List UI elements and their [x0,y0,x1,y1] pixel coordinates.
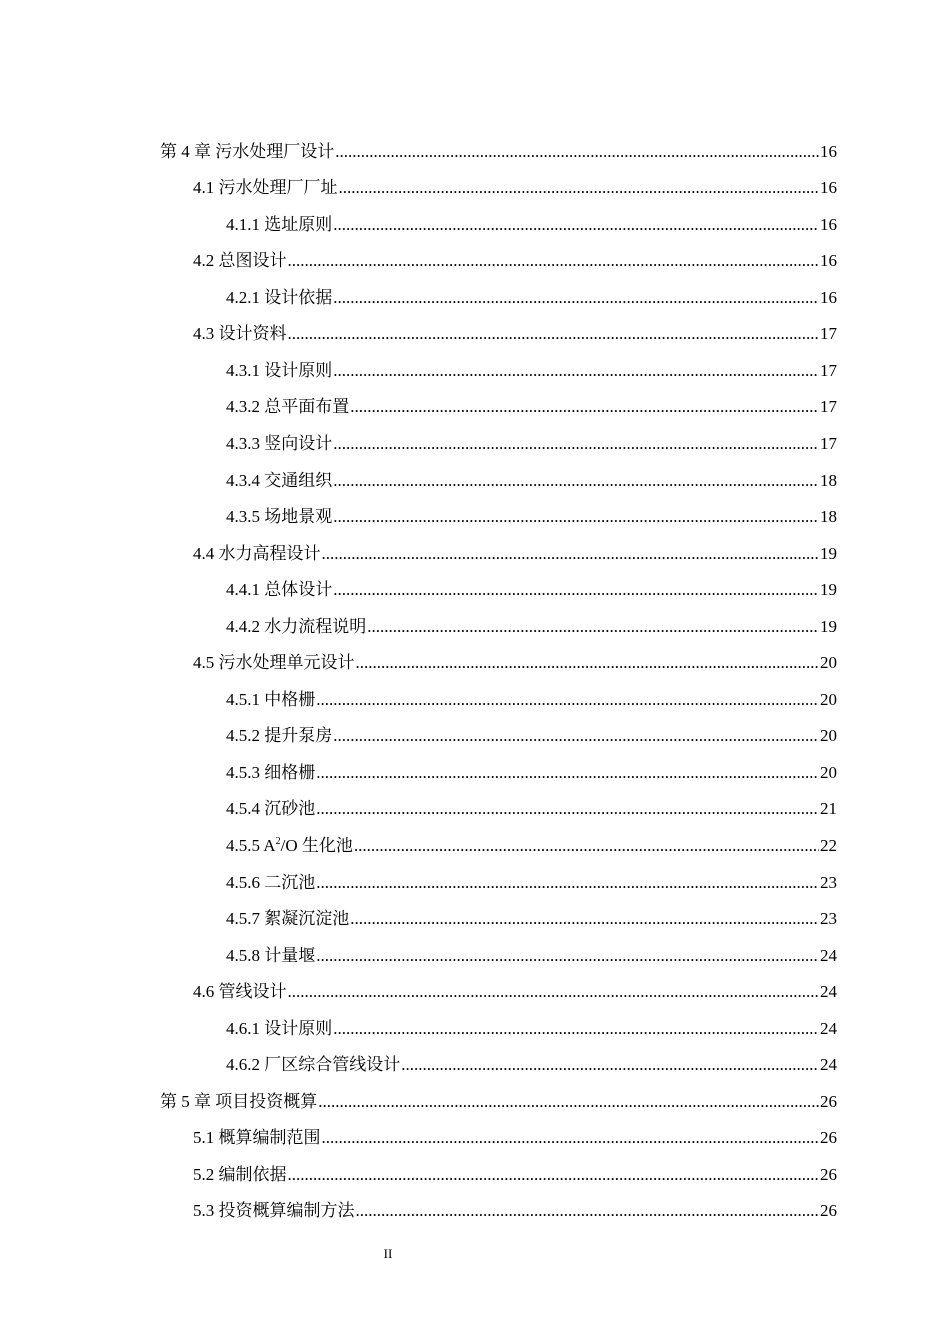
toc-entry-label: 第 4 章 污水处理厂设计 [160,142,335,161]
toc-entry-4-5-4[interactable] [226,795,837,819]
toc-dot-leader [288,1165,820,1185]
toc-entry-label: 4.6.2 厂区综合管线设计 [226,1055,401,1074]
toc-dot-leader [288,982,820,1002]
toc-entry-4-3-3[interactable] [226,430,837,454]
toc-entry-page: 26 [820,1201,837,1220]
toc-entry-5-2[interactable] [193,1161,837,1185]
toc-entry-label: 4.3 设计资料 [193,324,287,343]
toc-entry-label: 5.3 投资概算编制方法 [193,1201,355,1220]
toc-dot-leader [350,909,819,929]
toc-entry-page: 19 [820,544,837,563]
toc-label-suffix: /O 生化池 [280,836,353,855]
toc-entry-page: 19 [820,580,837,599]
toc-entry-label: 4.5.8 计量堰 [226,946,316,965]
toc-entry-label: 4.4 水力高程设计 [193,544,321,563]
toc-entry-chapter-5[interactable] [160,1088,837,1112]
toc-entry-4-5[interactable] [193,649,837,673]
toc-entry-4-3-5[interactable] [226,503,837,527]
toc-dot-leader [335,142,819,162]
toc-entry-4-5-5[interactable] [226,832,837,856]
toc-entry-page: 26 [820,1128,837,1147]
toc-entry-page: 24 [820,982,837,1001]
toc-entry-4-3-1[interactable] [226,357,837,381]
toc-entry-page: 16 [820,142,837,161]
toc-entry-page: 17 [820,434,837,453]
toc-entry-label: 4.4.2 水力流程说明 [226,617,367,636]
toc-entry-4-3-4[interactable] [226,467,837,491]
toc-entry-4-5-6[interactable] [226,869,837,893]
toc-entry-page: 17 [820,361,837,380]
toc-dot-leader [333,434,819,454]
toc-entry-4-6-2[interactable] [226,1051,837,1075]
toc-entry-label: 5.2 编制依据 [193,1165,287,1184]
toc-entry-page: 18 [820,471,837,490]
toc-dot-leader [316,763,819,783]
toc-entry-page: 16 [820,215,837,234]
footer-page-number: II [383,1246,393,1261]
toc-entry-page: 16 [820,178,837,197]
toc-entry-4-5-7[interactable] [226,905,837,929]
toc-entry-label: 4.6 管线设计 [193,982,287,1001]
toc-entry-label: 4.2.1 设计依据 [226,288,333,307]
toc-entry-4-4-2[interactable] [226,613,837,637]
toc-entry-label: 4.3.2 总平面布置 [226,397,350,416]
toc-entry-page: 20 [820,726,837,745]
toc-dot-leader [339,178,820,198]
toc-dot-leader [401,1055,819,1075]
toc-entry-4-4[interactable] [193,540,837,564]
toc-entry-label: 4.2 总图设计 [193,251,287,270]
toc-entry-label: 4.4.1 总体设计 [226,580,333,599]
toc-entry-label: 4.5.4 沉砂池 [226,799,316,818]
toc-dot-leader [356,653,820,673]
toc-entry-page: 19 [820,617,837,636]
toc-entry-4-3[interactable] [193,320,837,344]
toc-entry-4-4-1[interactable] [226,576,837,600]
toc-dot-leader [316,799,819,819]
toc-entry-4-6[interactable] [193,978,837,1002]
toc-entry-page: 22 [820,836,837,855]
toc-entry-page: 24 [820,1019,837,1038]
toc-entry-4-2-1[interactable] [226,284,837,308]
toc-entry-5-1[interactable] [193,1124,837,1148]
toc-dot-leader [350,397,819,417]
superscript-2: 2 [275,836,281,847]
toc-entry-page: 26 [820,1092,837,1111]
toc-entry-4-1[interactable] [193,174,837,198]
toc-dot-leader [333,507,819,527]
toc-entry-page: 24 [820,946,837,965]
toc-dot-leader [333,471,819,491]
toc-entry-4-5-8[interactable] [226,942,837,966]
toc-entry-label: 4.1 污水处理厂厂址 [193,178,338,197]
toc-entry-label: 4.1.1 选址原则 [226,215,333,234]
toc-entry-4-1-1[interactable] [226,211,837,235]
toc-entry-label: 4.5 污水处理单元设计 [193,653,355,672]
toc-entry-5-3[interactable] [193,1197,837,1221]
toc-entry-label [226,836,354,856]
toc-dot-leader [367,617,819,637]
toc-dot-leader [333,288,819,308]
toc-dot-leader [333,580,819,600]
toc-entry-page: 20 [820,763,837,782]
toc-dot-leader [316,873,819,893]
toc-dot-leader [318,1092,819,1112]
toc-dot-leader [333,361,819,381]
toc-entry-page: 21 [820,799,837,818]
toc-dot-leader [356,1201,820,1221]
toc-entry-page: 20 [820,653,837,672]
toc-entry-page: 18 [820,507,837,526]
toc-entry-4-3-2[interactable] [226,393,837,417]
toc-entry-page: 17 [820,397,837,416]
toc-entry-page: 16 [820,251,837,270]
toc-entry-page: 17 [820,324,837,343]
toc-dot-leader [316,690,819,710]
toc-entry-page: 24 [820,1055,837,1074]
toc-entry-label: 4.5.6 二沉池 [226,873,316,892]
toc-entry-4-5-2[interactable] [226,722,837,746]
toc-entry-label: 4.3.4 交通组织 [226,471,333,490]
toc-dot-leader [322,544,820,564]
toc-entry-4-5-1[interactable] [226,686,837,710]
toc-entry-label: 4.3.1 设计原则 [226,361,333,380]
toc-dot-leader [333,1019,819,1039]
toc-entry-label: 4.6.1 设计原则 [226,1019,333,1038]
toc-entry-label: 4.3.5 场地景观 [226,507,333,526]
toc-dot-leader [316,946,819,966]
toc-entry-4-2[interactable] [193,247,837,271]
toc-entry-chapter-4[interactable] [160,138,837,162]
toc-dot-leader [333,726,819,746]
toc-entry-label: 4.5.1 中格栅 [226,690,316,709]
toc-entry-4-6-1[interactable] [226,1015,837,1039]
toc-entry-page: 16 [820,288,837,307]
toc-dot-leader [333,215,819,235]
toc-entry-4-5-3[interactable] [226,759,837,783]
toc-entry-page: 23 [820,909,837,928]
toc-dot-leader [288,324,820,344]
toc-entry-page: 23 [820,873,837,892]
toc-dot-leader [354,836,819,856]
toc-entry-label: 4.3.3 竖向设计 [226,434,333,453]
toc-entry-label: 第 5 章 项目投资概算 [160,1092,318,1111]
toc-label-prefix: 4.5.5 A [226,836,276,855]
toc-entry-label: 4.5.2 提升泵房 [226,726,333,745]
toc-entry-label: 4.5.7 絮凝沉淀池 [226,909,350,928]
toc-entry-label: 4.5.3 细格栅 [226,763,316,782]
toc-dot-leader [288,251,820,271]
toc-entry-label: 5.1 概算编制范围 [193,1128,321,1147]
toc-dot-leader [322,1128,820,1148]
toc-entry-page: 26 [820,1165,837,1184]
toc-entry-page: 20 [820,690,837,709]
